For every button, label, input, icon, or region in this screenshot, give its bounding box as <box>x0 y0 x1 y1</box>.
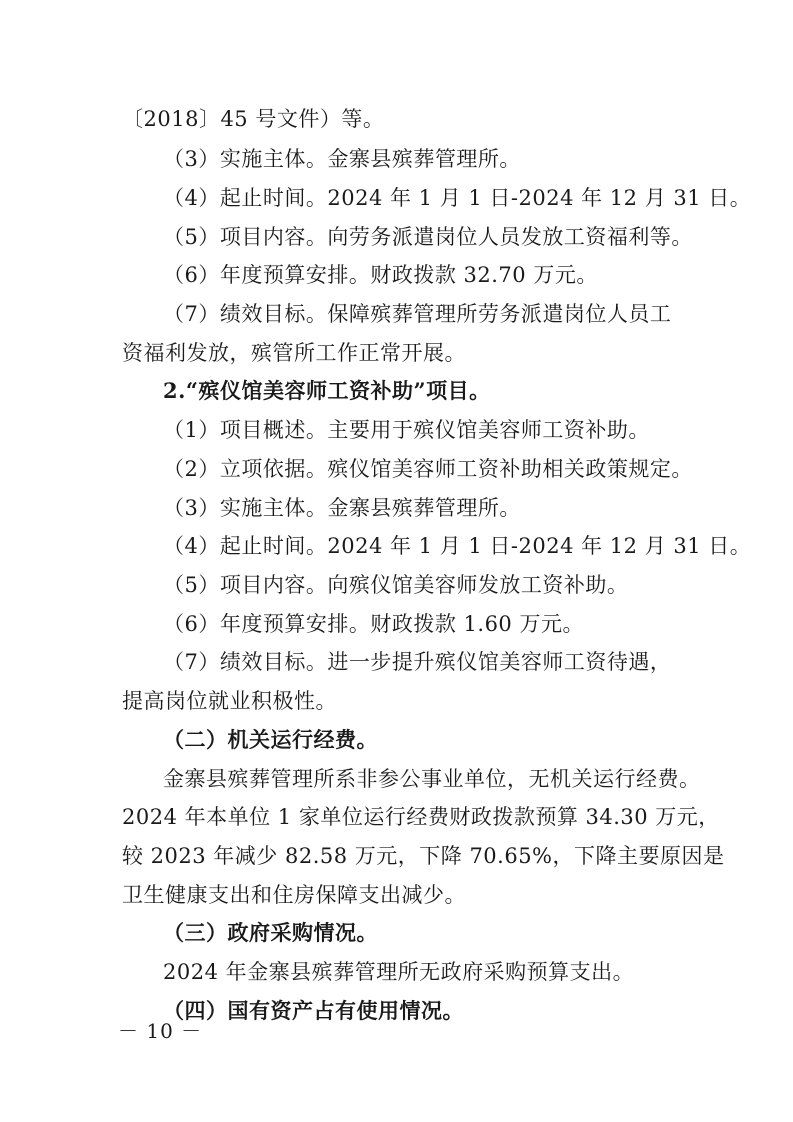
text-line-item-6-budget: （6）年度预算安排。财政拨款 32.70 万元。 <box>163 263 598 287</box>
section-heading-operating-expenses: （二）机关运行经费。 <box>163 727 378 752</box>
text-line-project-2-overview: （1）项目概述。主要用于殡仪馆美容师工资补助。 <box>163 418 650 442</box>
text-line-project-2-content: （5）项目内容。向殡仪馆美容师发放工资补助。 <box>163 573 629 597</box>
page-number: － 10 － <box>118 1019 203 1043</box>
text-line-project-2-implementer: （3）实施主体。金寨县殡葬管理所。 <box>163 496 521 520</box>
text-line-operating-expenses-4: 卫生健康支出和住房保障支出减少。 <box>122 883 466 907</box>
text-line-operating-expenses-3: 较 2023 年减少 82.58 万元，下降 70.65%，下降主要原因是 <box>122 844 725 868</box>
text-line-item-7-goal-continued: 资福利发放，殡管所工作正常开展。 <box>122 341 466 365</box>
text-line-item-7-goal: （7）绩效目标。保障殡葬管理所劳务派遣岗位人员工 <box>163 302 672 326</box>
text-line-operating-expenses-2: 2024 年本单位 1 家单位运行经费财政拨款预算 34.30 万元， <box>122 805 720 829</box>
text-line-item-4-period: （4）起止时间。2024 年 1 月 1 日-2024 年 12 月 31 日。 <box>163 186 752 210</box>
section-heading-project-2: 2.“殡仪馆美容师工资补助”项目。 <box>163 378 491 403</box>
text-line-project-2-goal: （7）绩效目标。进一步提升殡仪馆美容师工资待遇， <box>163 650 672 674</box>
text-line-continuation-reference: 〔2018〕45 号文件）等。 <box>122 107 385 131</box>
text-line-item-5-content: （5）项目内容。向劳务派遣岗位人员发放工资福利等。 <box>163 225 693 249</box>
text-line-procurement: 2024 年金寨县殡葬管理所无政府采购预算支出。 <box>163 960 635 984</box>
section-heading-procurement: （三）政府采购情况。 <box>163 920 378 945</box>
text-line-project-2-basis: （2）立项依据。殡仪馆美容师工资补助相关政策规定。 <box>163 457 693 481</box>
text-line-project-2-goal-continued: 提高岗位就业积极性。 <box>122 689 337 713</box>
text-line-project-2-period: （4）起止时间。2024 年 1 月 1 日-2024 年 12 月 31 日。 <box>163 534 752 558</box>
text-line-item-3-implementer: （3）实施主体。金寨县殡葬管理所。 <box>163 147 521 171</box>
section-heading-state-assets: （四）国有资产占有使用情况。 <box>163 998 464 1023</box>
text-line-operating-expenses-1: 金寨县殡葬管理所系非参公事业单位，无机关运行经费。 <box>163 767 701 791</box>
text-line-project-2-budget: （6）年度预算安排。财政拨款 1.60 万元。 <box>163 612 584 636</box>
